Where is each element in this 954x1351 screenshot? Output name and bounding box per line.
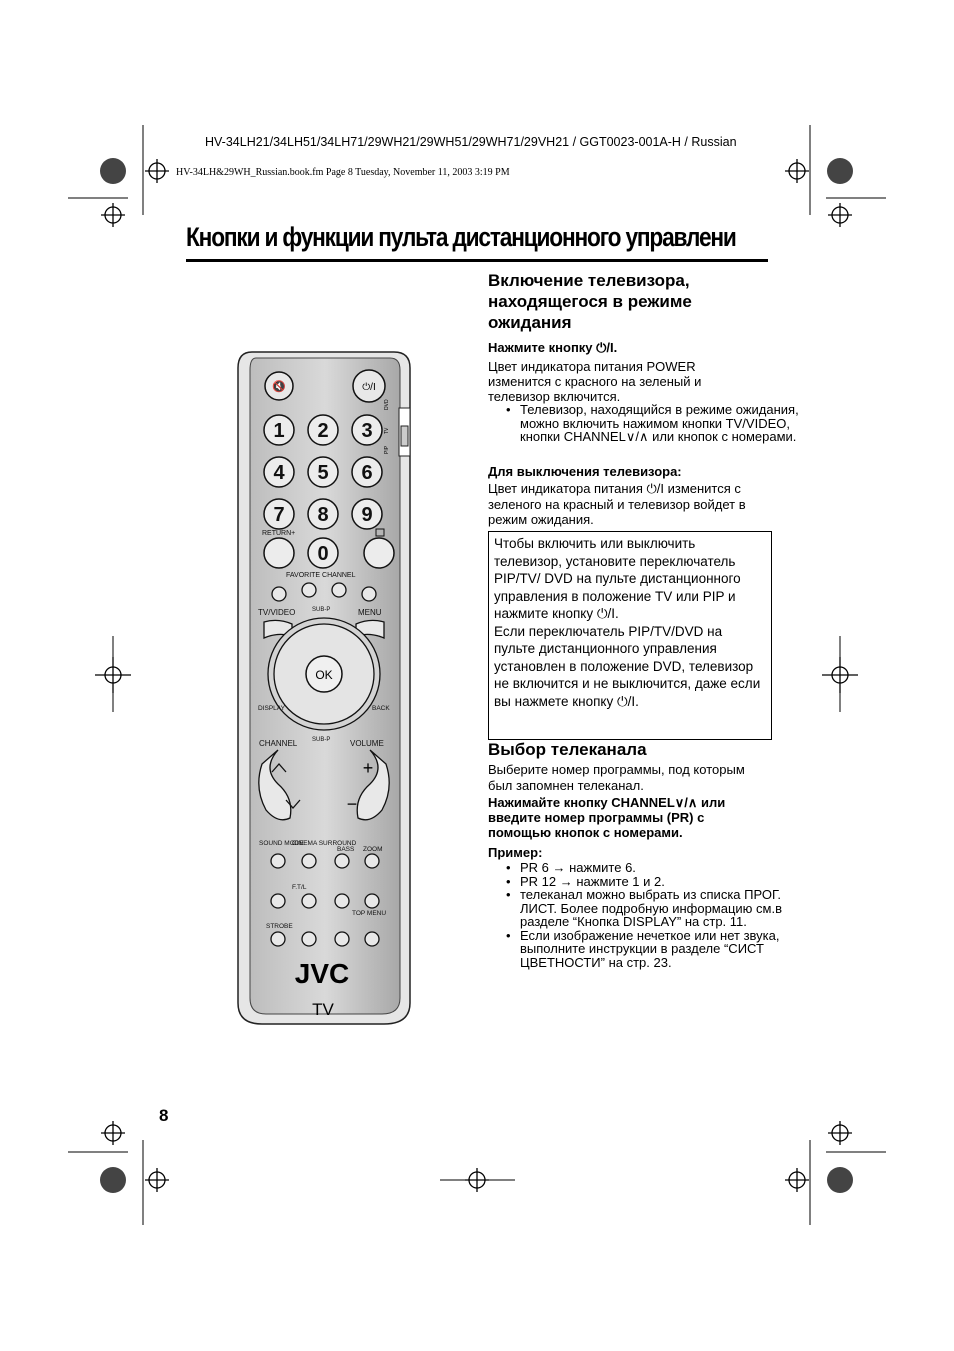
digit-3: 3: [361, 420, 373, 442]
press-power-label: Нажмите кнопку ⏻/I.: [488, 340, 618, 355]
list-item: • PR 6 → нажмите 6.: [520, 861, 790, 875]
note-text-2: Если переключатель PIP/TV/DVD на пульте дистанционного управления установлен в положение DVD, телевизор не включится и не выключится, даже если вы нажмете кнопку ⏻/I.: [494, 623, 761, 709]
power-bullets: [488, 403, 805, 444]
zoom-label: ZOOM: [363, 846, 383, 853]
svg-text:+: +: [362, 758, 374, 778]
digit-1: 1: [273, 420, 285, 442]
ok-label: OK: [315, 668, 333, 682]
bass-label: BASS: [337, 846, 355, 853]
digit-4: 4: [273, 462, 285, 484]
list-item: • Если изображение нечеткое или нет звука, выполните инструкции в разделе “СИСТ ЦВЕТНОСТИ” на стр. 23.: [520, 929, 790, 970]
channel-bold-text: Нажимайте кнопку CHANNEL∨/∧ или введите номер программы (PR) с помощью кнопок с номерами.: [488, 795, 726, 840]
header-file-line: HV-34LH&29WH_Russian.book.fm Page 8 Tuesday, November 11, 2003 3:19 PM: [176, 167, 510, 178]
digit-5: 5: [317, 462, 329, 484]
svg-text:🔇: 🔇: [272, 380, 286, 393]
subp-label-bottom: SUB-P: [312, 737, 331, 743]
sound-label: SOUND MODE: [259, 840, 304, 847]
list-item: • PR 12 → нажмите 1 и 2.: [520, 875, 790, 889]
subp-label-top: SUB-P: [312, 607, 331, 613]
digit-9: 9: [361, 504, 373, 526]
list-item: • телеканал можно выбрать из списка ПРОГ. ЛИСТ. Более подробную информацию см.в разделе “Кнопка DISPLAY” на стр. 11.: [520, 888, 790, 929]
title-rule: [186, 259, 768, 262]
digit-6: 6: [361, 462, 373, 484]
power-text: Цвет индикатора питания POWER изменится с красного на зеленый и телевизор включится.: [488, 359, 702, 404]
return-label: RETURN+: [262, 530, 296, 537]
power-off-label: Для выключения телевизора:: [488, 464, 682, 479]
switch-label-pip: PIP: [384, 445, 390, 454]
note-box: [488, 531, 772, 740]
page-number: 8: [159, 1106, 169, 1125]
power-off-text: Цвет индикатора питания ⏻/I изменится с зеленого на красный и телевизор войдет в режим ожидания.: [488, 481, 746, 527]
topmenu-label: TOP MENU: [352, 910, 387, 917]
channel-label: CHANNEL: [259, 739, 298, 748]
display-label: DISPLAY: [258, 705, 285, 712]
cinema-label: CINEMA SURROUND: [292, 840, 357, 847]
digit-7: 7: [273, 504, 285, 526]
remote-control-illustration: [234, 348, 414, 1028]
digit-8: 8: [317, 504, 329, 526]
header-model-line: HV-34LH21/34LH51/34LH71/29WH21/29WH51/29WH71/29VH21 / GGT0023-001A-H / Russian: [205, 135, 737, 149]
section-power: [488, 270, 773, 333]
volume-label: VOLUME: [350, 739, 384, 748]
digit-2: 2: [317, 420, 329, 442]
svg-text:−: −: [346, 794, 358, 814]
section-power-heading: Включение телевизора, находящегося в режиме ожидания: [488, 271, 692, 332]
ftl-label: F.T/L: [292, 884, 307, 891]
tv-video-label: TV/VIDEO: [258, 608, 296, 617]
switch-label-tv: TV: [384, 427, 390, 434]
digit-0: 0: [317, 543, 329, 565]
section-channel-heading: Выбор телеканала: [488, 740, 647, 759]
strobe-label: STROBE: [266, 923, 293, 930]
back-label: BACK: [372, 705, 390, 712]
favorite-label: FAVORITE CHANNEL: [286, 572, 356, 579]
list-item: • Телевизор, находящийся в режиме ожидания, можно включить нажимом кнопки TV/VIDEO, кнопки CHANNEL∨/∧ или кнопок с номерами.: [520, 403, 805, 444]
switch-label-dvd: DVD: [384, 399, 390, 410]
page-title: Кнопки и функции пульта дистанционного управлени: [186, 222, 736, 252]
svg-text:⏻/I: ⏻/I: [362, 382, 376, 393]
menu-label: MENU: [358, 608, 382, 617]
example-label: Пример:: [488, 845, 543, 860]
channel-text: Выберите номер программы, под которым был запомнен телеканал.: [488, 762, 745, 793]
example-bullets: [488, 861, 790, 969]
brand-logo: JVC: [294, 958, 350, 989]
note-text: Чтобы включить или выключить телевизор, установите переключатель PIP/TV/ DVD на пульте дистанционного управления в положение TV или PIP и нажмите кнопку ⏻/I.: [494, 536, 741, 621]
tv-label: TV: [312, 1000, 334, 1019]
